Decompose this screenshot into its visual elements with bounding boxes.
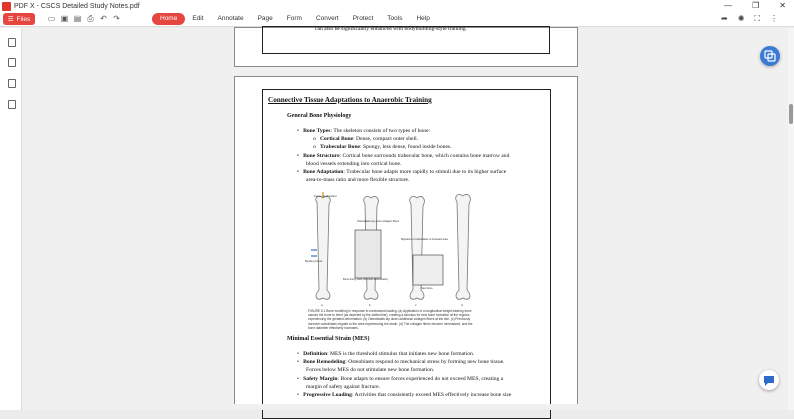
menu-home[interactable]: Home: [152, 13, 185, 25]
files-menu-icon: ☰: [7, 16, 14, 23]
app-logo-icon: [2, 2, 11, 11]
fig-letter-d: d: [461, 303, 463, 307]
minimize-button[interactable]: —: [724, 1, 733, 10]
title-bar: [0, 0, 794, 12]
fig-label-lining: Bone-lining cells (dormant osteoblasts): [343, 278, 388, 281]
list-item: • Definition: MES is the threshold stimulus that initiates new bone formation.: [297, 351, 475, 357]
list-item: • Safety Margin: Bone adapts to ensure forces experienced do not exceed MES, creating a: [297, 375, 504, 382]
files-label: Files: [16, 15, 31, 23]
fig-label-migration: Migration of osteoblasts to stressed area: [401, 238, 448, 241]
bone-d: [456, 194, 471, 299]
vertical-scrollbar[interactable]: [788, 28, 794, 410]
fig-label-force: Force application: [314, 194, 337, 198]
left-sidebar: [0, 28, 22, 410]
ai-icon[interactable]: ✺: [737, 14, 745, 23]
figure-caption: FIGURE 5.1 Bone modeling in response to mechanical loading. (a) Application of a longitudinal weight-bearing force causes the bone to bend (as depicted by the dotted line), creating a stimulus for new bone formation at the regions experiencing the greatest deformation. (b) Osteoblasts lay down additional collagen fibers at the site. (c) Previously dormant osteoblasts migrate to the area experiencing the strain. (d) The collagen fibers become mineralized, and the bone diameter effectively increases.: [308, 309, 473, 330]
menu-help[interactable]: Help: [416, 15, 430, 22]
scrollbar-thumb[interactable]: [789, 104, 793, 124]
fig-label-bending: Bending forces: [305, 260, 323, 263]
bullet-list-bone: [297, 127, 509, 184]
undo-icon[interactable]: ↶: [100, 14, 107, 23]
window-title: PDF X - CSCS Detailed Study Notes.pdf: [14, 2, 140, 10]
redo-icon[interactable]: ↷: [113, 14, 120, 23]
prev-page-text: can also be significantly enhanced with bodybuilding-style training.: [315, 26, 467, 32]
list-item: • Bone Types: The skeleton consists of two types of bone:: [297, 128, 431, 134]
print-icon[interactable]: ⎙: [87, 14, 94, 23]
list-item-cont: margin of safety against fracture.: [306, 383, 380, 390]
menu-page[interactable]: Page: [257, 15, 273, 22]
list-item: • Bone Structure: Cortical bone surrounds trabecular bone, which contains bone marrow and: [297, 152, 510, 159]
bookmark-icon[interactable]: [8, 38, 16, 47]
files-button[interactable]: [3, 13, 35, 25]
menu-edit[interactable]: Edit: [192, 15, 204, 22]
chat-fab[interactable]: [759, 370, 779, 390]
menu-convert[interactable]: Convert: [315, 15, 339, 22]
chat-icon: [759, 370, 779, 390]
list-item-cont: area-to-mass ratio and more flexible structure.: [306, 177, 410, 184]
fig-letter-b: b: [369, 303, 371, 307]
share-icon[interactable]: ➦: [720, 14, 728, 23]
main-menu: [152, 13, 437, 25]
list-item: o Trabecular Bone: Spongy, less dense, found inside bones.: [313, 144, 452, 151]
fullscreen-icon[interactable]: ⛶: [754, 14, 760, 23]
list-item-cont: Forces below MES do not stimulate new bone formation.: [306, 367, 435, 374]
section-heading-mes: Minimal Essential Strain (MES): [287, 336, 370, 342]
section-heading-bone: General Bone Physiology: [287, 113, 352, 119]
translate-icon: [760, 46, 780, 66]
bone-a: [316, 196, 331, 299]
save-as-icon[interactable]: ▤: [73, 14, 82, 23]
menu-annotate[interactable]: Annotate: [217, 15, 244, 22]
list-item: • Bone Adaptation: Trabecular bone adapts more rapidly to stimuli due to its higher surface: [297, 169, 507, 176]
fig-letter-a: a: [321, 303, 323, 307]
attachment-icon[interactable]: [8, 100, 16, 109]
list-item: • Bone Remodeling: Osteoblasts respond to mechanical stress by forming new bone tissue.: [297, 359, 505, 366]
list-item: • Progressive Loading: Activities that consistently exceed MES effectively increase bone size: [297, 392, 512, 399]
status-bar: [23, 404, 788, 410]
fig-letter-c: c: [415, 303, 417, 307]
pages-icon[interactable]: [8, 58, 16, 67]
fig-label-newbone: New bone: [421, 287, 433, 290]
bullet-list-mes: [297, 350, 511, 399]
comment-icon[interactable]: [8, 79, 16, 88]
list-item-cont: blood vessels extending into cortical bone.: [306, 160, 402, 167]
menu-protect[interactable]: Protect: [352, 15, 374, 22]
open-icon[interactable]: ▭: [47, 14, 56, 23]
document-heading: Connective Tissue Adaptations to Anaerobic Training: [268, 96, 432, 104]
more-icon[interactable]: ⋮: [770, 14, 778, 23]
list-item: o Cortical Bone: Dense, compact outer shell.: [313, 136, 419, 143]
fig-label-osteoblasts: Osteoblasts lay down collagen fibers: [357, 220, 400, 223]
restore-button[interactable]: ❐: [752, 1, 760, 10]
save-icon[interactable]: ▣: [60, 14, 69, 23]
close-button[interactable]: ✕: [779, 1, 786, 10]
menu-tools[interactable]: Tools: [387, 15, 403, 22]
translate-fab[interactable]: [760, 46, 780, 66]
menu-form[interactable]: Form: [286, 15, 302, 22]
